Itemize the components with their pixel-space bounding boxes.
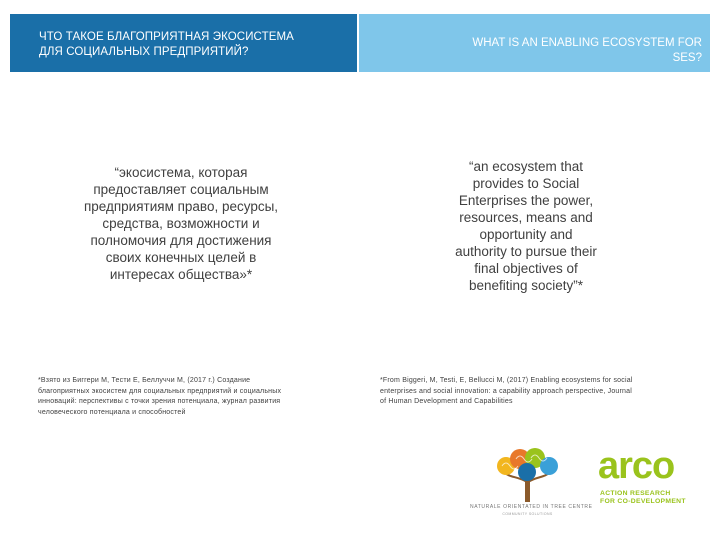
quote-ru-line: полномочия для достижения [90,233,272,248]
quote-en-line: resources, means and [459,210,593,225]
tree-logo-subcaption: COMMUNITY SOLUTIONS [502,512,553,516]
quote-ru-line: средства, возможности и [102,216,260,231]
quote-en-line: “an ecosystem that [468,159,584,174]
tree-canopy-blob [518,463,536,481]
header-left-title-line2: ДЛЯ СОЦИАЛЬНЫХ ПРЕДПРИЯТИЙ? [39,46,249,58]
quote-russian [72,164,290,283]
quote-en-line: authority to pursue their [455,244,597,259]
header-left-title-line1: ЧТО ТАКОЕ БЛАГОПРИЯТНАЯ ЭКОСИСТЕМА [39,31,294,43]
arco-tagline-line1: ACTION RESEARCH [600,490,671,497]
footnote-en-line: of Human Development and Capabilities [380,398,513,405]
quote-en-line: benefiting society”* [468,278,584,293]
quote-ru-line: интересах общества»* [109,267,253,282]
tree-canopy-blob [540,457,558,475]
quote-en-line: provides to Social [472,176,580,191]
footnote-russian [38,376,328,418]
arco-tagline-line2: FOR CO-DEVELOPMENT [600,498,686,505]
header-left [10,14,357,72]
quote-en-line: Enterprises the power, [458,193,594,208]
footnote-en-line: enterprises and social innovation: a capability approach perspective, Journal [380,387,632,395]
header-right-title-line1: WHAT IS AN ENABLING ECOSYSTEM FOR [472,37,702,49]
tree-trunk [525,480,530,502]
footnote-ru-line: *Взято из Биггери М, Тести Е, Беллуччи М, (2017 г.) Создание [38,377,251,384]
footnote-ru-line: инноваций: перспективы с точки зрения потенциала, журнал развития [38,398,281,405]
tree-logo-caption: NATURALE ORIENTATED IN TREE CENTRE [470,504,593,510]
header-right [359,14,710,72]
tree-logo [470,448,593,526]
quote-english [440,158,612,294]
footnote-ru-line: благоприятных экосистем для социальных предприятий и социальных [38,387,282,395]
footnote-en-line: *From Biggeri, M, Testi, E, Bellucci M, (2017) Enabling ecosystems for social [380,377,633,384]
arco-wordmark: arco [598,445,675,487]
tree-icon [492,448,562,504]
quote-ru-line: “экосистема, которая [114,165,248,180]
quote-en-line: final objectives of [474,261,578,276]
quote-ru-line: предоставляет социальным [93,182,269,197]
quote-ru-line: предприятиям право, ресурсы, [83,199,279,214]
footnote-english [380,376,692,408]
arco-logo [598,445,698,514]
quote-en-line: opportunity and [479,227,573,242]
footnote-ru-line: человеческого потенциала и способностей [38,408,186,416]
quote-ru-line: своих конечных целей в [105,250,257,265]
header-right-title-line2: SES? [672,52,702,64]
